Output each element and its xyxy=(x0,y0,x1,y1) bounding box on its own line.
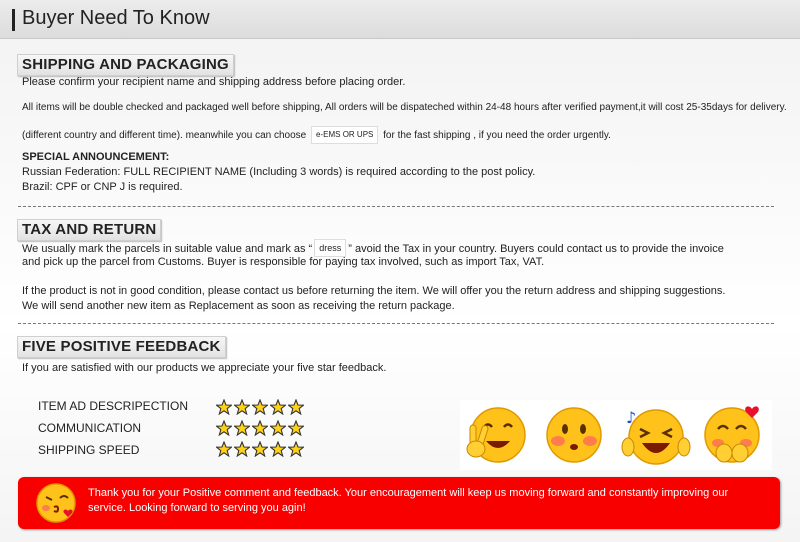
svg-text:♪: ♪ xyxy=(626,408,637,427)
special-announcement-russia: Russian Federation: FULL RECIPIENT NAME (Including 3 words) is required according to the post policy. xyxy=(22,166,536,178)
tax-section-title: TAX AND RETURN xyxy=(17,219,161,241)
kiss-emoji-icon xyxy=(34,481,78,525)
star-icon xyxy=(234,420,250,436)
feedback-intro: If you are satisfied with our products we appreciate your five star feedback. xyxy=(22,362,387,374)
star-icon xyxy=(216,441,232,457)
star-icon xyxy=(216,420,232,436)
return-line-2: We will send another new item as Replacement as soon as receiving the return package. xyxy=(22,300,455,312)
header-bar xyxy=(0,0,800,39)
tax-line-2: and pick up the parcel from Customs. Buyer is responsible for paying tax involved, such as import Tax, VAT. xyxy=(22,256,545,268)
star-icon xyxy=(252,420,268,436)
thank-you-message: Thank you for your Positive comment and feedback. Your encouragement will keep us moving forward and constantly improving our service. Looking forward to serving you agin! xyxy=(88,487,729,514)
special-announcement-brazil: Brazil: CPF or CNP J is required. xyxy=(22,181,183,193)
shipping-line-3 xyxy=(22,126,611,144)
rating-stars-description xyxy=(216,399,304,415)
star-icon xyxy=(288,399,304,415)
return-line-1: If the product is not in good condition, please contact us before returning the item. We will offer you the return address and shipping suggestions. xyxy=(22,285,726,297)
special-announcement-title: SPECIAL ANNOUNCEMENT: xyxy=(22,151,170,163)
shipping-method-tag: e-EMS OR UPS xyxy=(311,126,378,144)
shipping-section-title: SHIPPING AND PACKAGING xyxy=(17,54,234,76)
section-divider xyxy=(18,323,774,324)
header-accent xyxy=(12,9,15,31)
section-divider xyxy=(18,206,774,207)
blushing-emoji-icon xyxy=(547,408,601,462)
page-title: Buyer Need To Know xyxy=(22,7,210,29)
shipping-line-1: Please confirm your recipient name and shipping address before placing order. xyxy=(22,76,406,88)
thank-you-banner xyxy=(18,477,780,529)
star-icon xyxy=(288,420,304,436)
emoji-strip xyxy=(460,400,772,470)
rating-stars-shipping-speed xyxy=(216,441,304,457)
star-icon xyxy=(252,441,268,457)
singing-emoji-icon xyxy=(622,408,690,464)
tax-line-1-pre: We usually mark the parcels in suitable value and mark as “ xyxy=(22,243,313,255)
rating-label-shipping-speed: SHIPPING SPEED xyxy=(38,443,140,457)
star-icon xyxy=(270,420,286,436)
rating-label-communication: COMMUNICATION xyxy=(38,421,142,435)
shipping-line-3-post: for the fast shipping , if you need the order urgently. xyxy=(383,130,611,141)
star-icon xyxy=(234,399,250,415)
tax-line-1-post: ” avoid the Tax in your country. Buyers could contact us to provide the invoice xyxy=(348,243,724,255)
star-icon xyxy=(288,441,304,457)
shipping-line-3-pre: (different country and different time). meanwhile you can choose xyxy=(22,130,307,141)
feedback-section-title: FIVE POSITIVE FEEDBACK xyxy=(17,336,226,358)
star-icon xyxy=(216,399,232,415)
star-icon xyxy=(270,441,286,457)
peace-sign-emoji-icon xyxy=(467,408,525,462)
star-icon xyxy=(252,399,268,415)
rating-label-description: ITEM AD DESCRIPECTION xyxy=(38,399,189,413)
star-icon xyxy=(270,399,286,415)
declared-item-tag: dress xyxy=(314,239,346,257)
shipping-line-2: All items will be double checked and packaged well before shipping, All orders will be dispateched within 24-48 hours after verified payment,it will cost 25-35days for delivery. xyxy=(22,102,787,113)
star-icon xyxy=(234,441,250,457)
laughing-emoji-icon xyxy=(705,406,759,462)
rating-stars-communication xyxy=(216,420,304,436)
